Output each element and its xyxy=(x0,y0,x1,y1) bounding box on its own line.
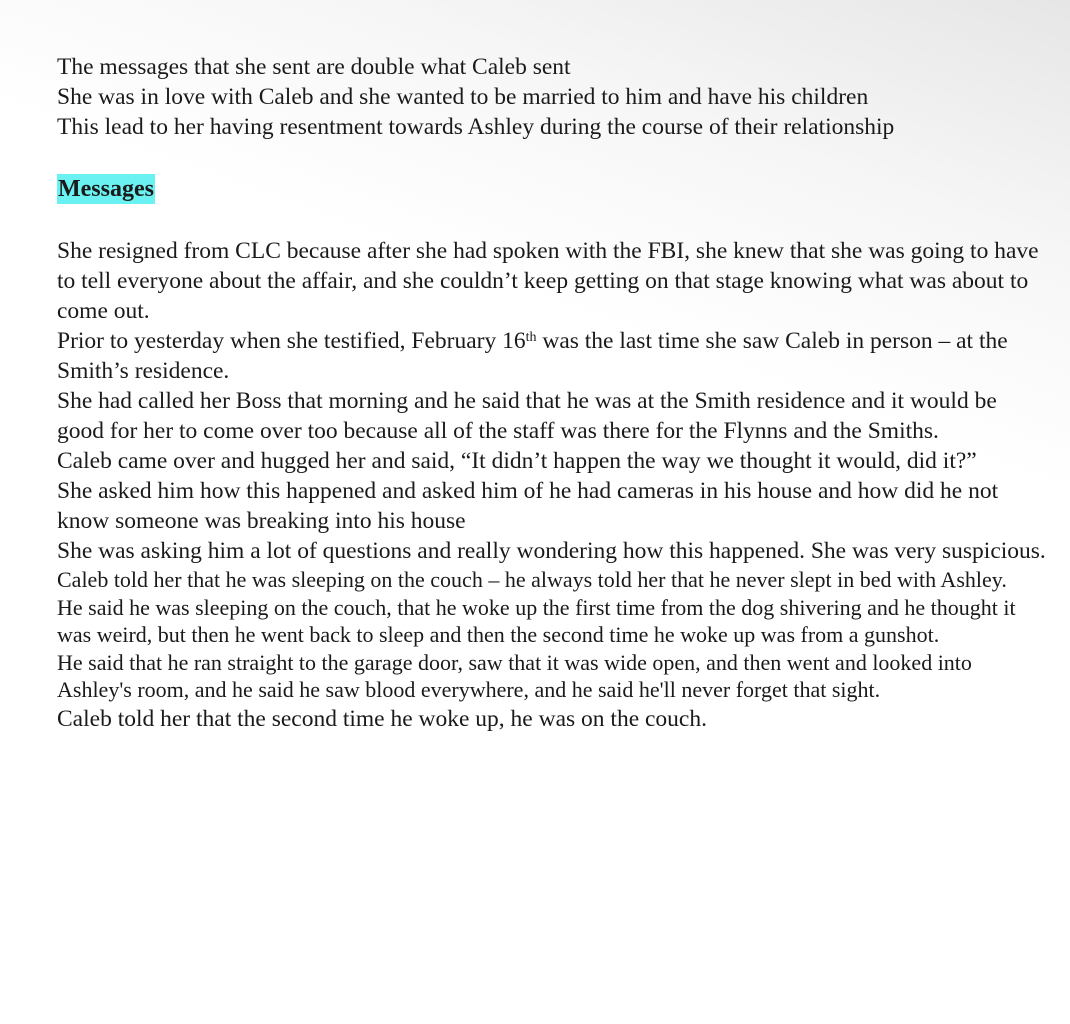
paragraph-last-seen-end: was the last time she saw Caleb in person – at the Smith’s residence. xyxy=(57,328,1008,384)
paragraph-garage: He said that he ran straight to the garage door, saw that it was wide open, and then went and looked into Ashley's room, and he said he saw blood everywhere, and he said he'll never forget that sight. xyxy=(57,649,972,702)
paragraph-last-seen xyxy=(57,326,1047,386)
section-heading: Messages xyxy=(58,176,154,202)
spacer xyxy=(57,142,1047,174)
paragraph-last-seen-start: Prior to yesterday when she testified, February 16 xyxy=(57,328,526,354)
document-page xyxy=(57,52,1047,734)
paragraph-couch: Caleb told her that he was sleeping on the couch – he always told her that he never slept in bed with Ashley. xyxy=(57,567,1007,592)
paragraph-gunshot: He said he was sleeping on the couch, that he woke up the first time from the dog shivering and he thought it was weird, but then he went back to sleep and then the second time he woke up was from a gunshot. xyxy=(57,594,1016,647)
section-heading-wrap xyxy=(57,174,1047,204)
paragraph-questions: She asked him how this happened and asked him of he had cameras in his house and how did he not know someone was breaking into his house xyxy=(57,478,999,534)
intro-line-1: The messages that she sent are double what Caleb sent xyxy=(57,54,571,80)
ordinal-suffix: th xyxy=(525,330,537,346)
paragraph-resignation: She resigned from CLC because after she had spoken with the FBI, she knew that she was going to have to tell everyone about the affair, and she couldn’t keep getting on that stage knowing what was about to come out. xyxy=(57,238,1039,324)
intro-line-2: She was in love with Caleb and she wanted to be married to him and have his children xyxy=(57,84,869,110)
paragraph-hug: Caleb came over and hugged her and said, “It didn’t happen the way we thought it would, did it?” xyxy=(57,448,977,474)
paragraph-second-wake: Caleb told her that the second time he woke up, he was on the couch. xyxy=(57,705,707,732)
paragraph-suspicious: She was asking him a lot of questions and really wondering how this happened. She was very suspicious. xyxy=(57,538,1046,564)
spacer xyxy=(57,204,1047,236)
paragraph-boss-call: She had called her Boss that morning and he said that he was at the Smith residence and it would be good for her to come over too because all of the staff was there for the Flynns and the Smiths. xyxy=(57,388,997,444)
intro-line-3: This lead to her having resentment towards Ashley during the course of their relationship xyxy=(57,114,895,140)
